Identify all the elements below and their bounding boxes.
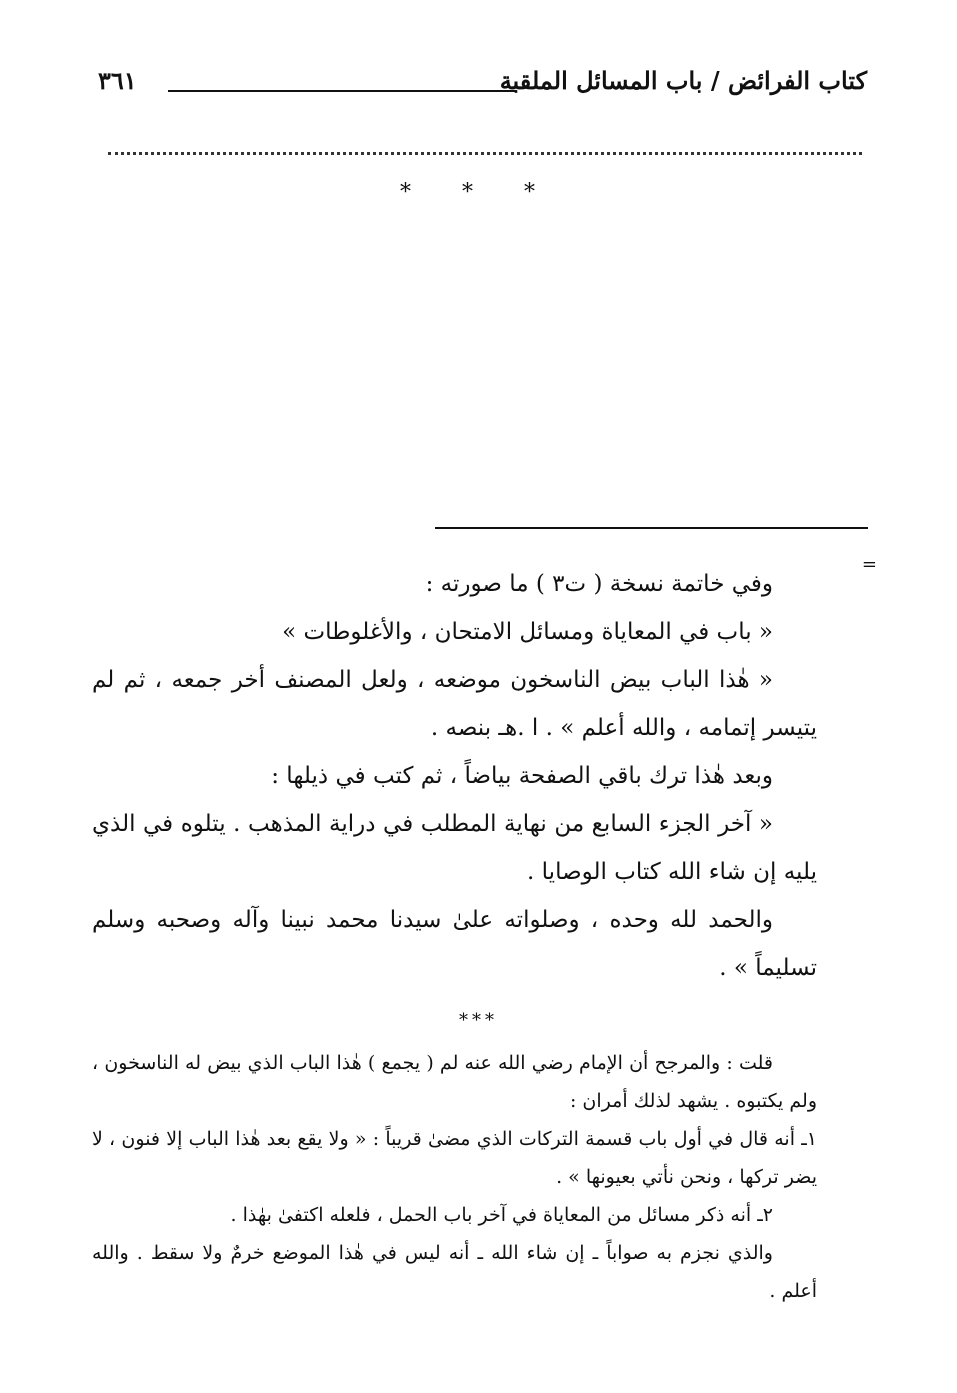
footnote-rule <box>435 527 868 529</box>
footnote <box>92 560 817 992</box>
editor-note <box>92 1044 817 1310</box>
dotted-divider <box>108 152 862 155</box>
header-rule <box>168 90 517 92</box>
page-header <box>98 66 867 106</box>
footnote-continuation-mark: = <box>861 554 877 575</box>
page-number: ٣٦١ <box>98 66 137 95</box>
footnote-paragraph: « آخر الجزء السابع من نهاية المطلب في دراية المذهب . يتلوه في الذي يليه إن شاء الله كتاب الوصايا . <box>92 811 817 885</box>
section-separator-stars: * * * <box>400 180 557 205</box>
editor-note-intro: قلت : والمرجح أن الإمام رضي الله عنه لم ( يجمع ) هٰذا الباب الذي بيض له الناسخون ، ولم يكتبوه . يشهد لذلك أمران : <box>92 1052 817 1112</box>
editor-note-point-2: ٢ـ أنه ذكر مسائل من المعاياة في آخر باب الحمل ، فلعله اكتفىٰ بهٰذا . <box>230 1204 773 1226</box>
footnote-paragraph: « هٰذا الباب بيض الناسخون موضعه ، ولعل المصنف أخر جمعه ، ثم لم يتيسر إتمامه ، والله أعلم » . ا .هـ بنصه . <box>92 667 817 741</box>
footnote-paragraph: « باب في المعاياة ومسائل الامتحان ، والأغلوطات » <box>282 619 773 645</box>
footnote-paragraph: وبعد هٰذا ترك باقي الصفحة بياضاً ، ثم كتب في ذيلها : <box>271 763 773 789</box>
footnote-paragraph: والحمد لله وحده ، وصلواته علىٰ سيدنا محمد نبينا وآله وصحبه وسلم تسليماً » . <box>92 907 817 981</box>
editor-note-point-1: ١ـ أنه قال في أول باب قسمة التركات الذي مضىٰ قريباً : « ولا يقع بعد هٰذا الباب إلا فنون ، لا يضر تركها ، ونحن نأتي بعيونها » . <box>92 1128 817 1188</box>
running-title: كتاب الفرائض / باب المسائل الملقبة <box>499 66 867 95</box>
footnote-paragraph: وفي خاتمة نسخة ( ت٣ ) ما صورته : <box>425 571 773 597</box>
sub-separator-stars: *** <box>459 1010 498 1031</box>
editor-note-conclusion: والذي نجزم به صواباً ـ إن شاء الله ـ أنه ليس في هٰذا الموضع خرمٌ ولا سقط . والله أعلم . <box>92 1242 817 1302</box>
